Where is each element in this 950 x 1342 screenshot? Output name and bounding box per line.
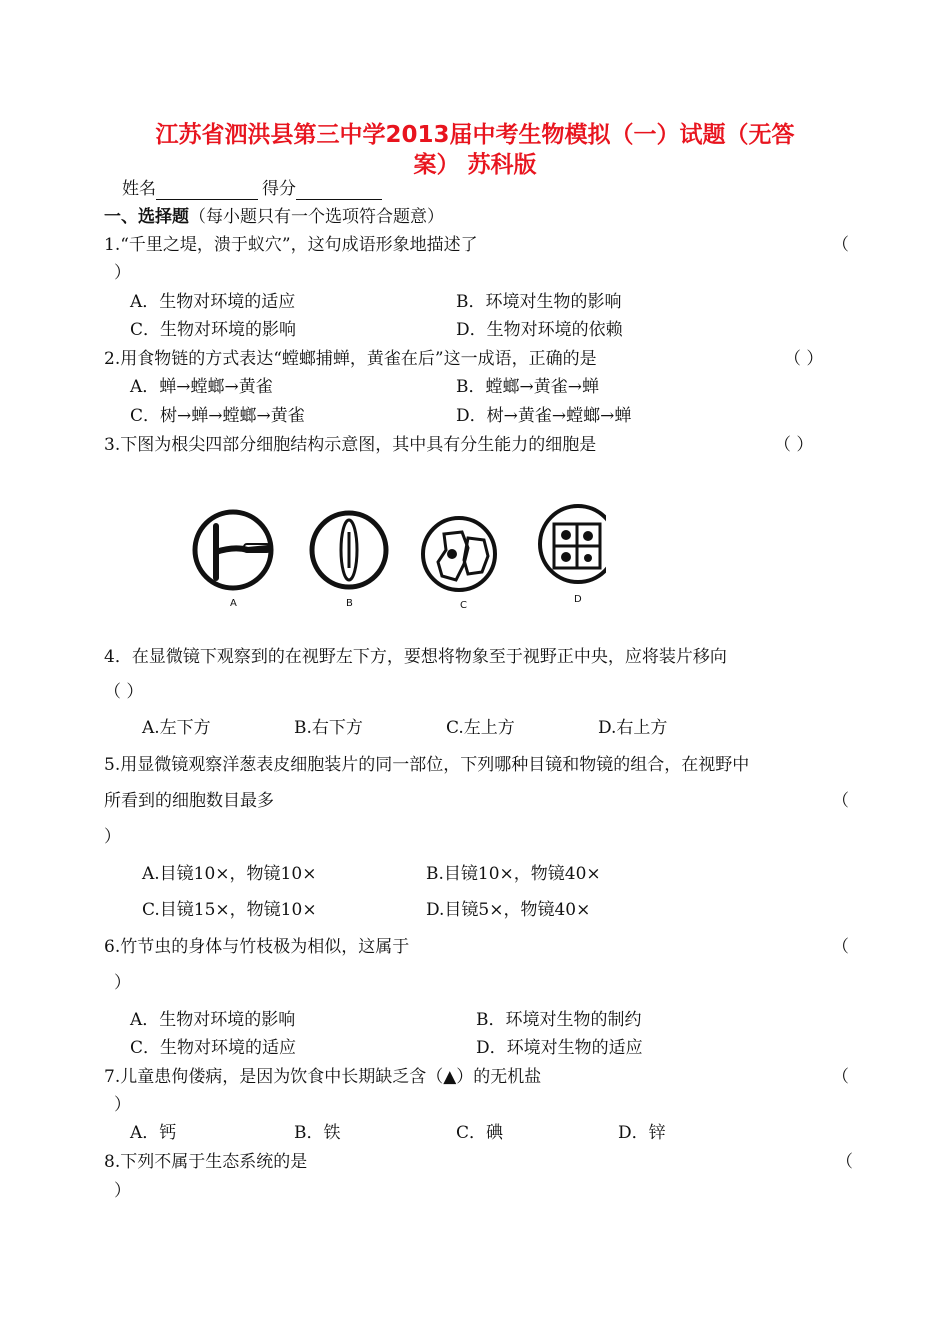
question-6-option-d[interactable]: D．环境对生物的适应 <box>476 1038 643 1058</box>
question-3-paren: （ ） <box>774 435 814 455</box>
score-label: 得分 <box>262 179 296 199</box>
question-4-option-b[interactable]: B.右下方 <box>294 718 363 738</box>
question-4-option-d[interactable]: D.右上方 <box>598 718 668 738</box>
question-6-option-b[interactable]: B．环境对生物的制约 <box>476 1010 642 1030</box>
question-2-paren: （ ） <box>784 349 824 369</box>
question-1-paren-open: （ <box>832 235 849 255</box>
question-2-option-d[interactable]: D．树→黄雀→螳螂→蝉 <box>456 406 632 426</box>
question-1-stem: 1.“千里之堤，溃于蚁穴”，这句成语形象地描述了 <box>104 235 478 255</box>
cell-d-figure <box>540 506 606 582</box>
question-6-option-c[interactable]: C．生物对环境的适应 <box>130 1038 297 1058</box>
question-5-option-a[interactable]: A.目镜10×，物镜10× <box>142 864 317 884</box>
question-5-option-b[interactable]: B.目镜10×，物镜40× <box>426 864 601 884</box>
section-note: （每小题只有一个选项符合题意） <box>189 207 444 227</box>
question-3-stem: 3.下图为根尖四部分细胞结构示意图，其中具有分生能力的细胞是 <box>104 435 597 455</box>
question-4-option-c[interactable]: C.左上方 <box>446 718 515 738</box>
question-7-option-b[interactable]: B．铁 <box>294 1123 341 1143</box>
question-2-stem: 2.用食物链的方式表达“螳螂捕蝉，黄雀在后”这一成语，正确的是 <box>104 349 597 369</box>
section-header <box>104 206 444 228</box>
question-8-paren-close: ） <box>114 1181 131 1201</box>
question-5-option-c[interactable]: C.目镜15×，物镜10× <box>142 900 317 920</box>
exam-title-line2: 案） 苏科版 <box>413 152 537 178</box>
question-1-option-d[interactable]: D．生物对环境的依赖 <box>456 320 623 340</box>
question-5-stem-line1: 5.用显微镜观察洋葱表皮细胞装片的同一部位，下列哪种目镜和物镜的组合，在视野中 <box>104 755 750 775</box>
question-5-stem-line2: 所看到的细胞数目最多 <box>104 791 274 811</box>
name-label: 姓名 <box>122 179 156 199</box>
cell-c-figure <box>423 518 495 590</box>
question-4-option-a[interactable]: A.左下方 <box>142 718 211 738</box>
score-blank[interactable] <box>296 181 382 200</box>
question-5-paren-open: （ <box>832 791 849 811</box>
cell-c-label: C <box>460 600 467 611</box>
question-2-option-b[interactable]: B．螳螂→黄雀→蝉 <box>456 377 599 397</box>
cell-b-figure <box>312 513 386 587</box>
question-6-paren-open: （ <box>832 937 849 957</box>
question-5-paren-close: ） <box>104 827 121 847</box>
root-tip-cells-figure <box>186 504 606 614</box>
cell-a-figure <box>195 512 271 588</box>
question-7-option-d[interactable]: D．锌 <box>618 1123 666 1143</box>
question-8-paren-open: （ <box>836 1152 853 1172</box>
question-7-paren-open: （ <box>832 1067 849 1087</box>
question-7-paren-close: ） <box>114 1095 131 1115</box>
question-7-stem: 7.儿童患佝偻病，是因为饮食中长期缺乏含（▲）的无机盐 <box>104 1067 542 1087</box>
question-1-option-a[interactable]: A．生物对环境的适应 <box>130 292 296 312</box>
question-6-stem: 6.竹节虫的身体与竹枝极为相似，这属于 <box>104 937 410 957</box>
question-1-option-c[interactable]: C．生物对环境的影响 <box>130 320 297 340</box>
question-6-paren-close: ） <box>114 973 131 993</box>
question-7-option-c[interactable]: C．碘 <box>456 1123 504 1143</box>
question-7-option-a[interactable]: A．钙 <box>130 1123 177 1143</box>
cell-d-label: D <box>574 594 582 605</box>
question-2-option-c[interactable]: C．树→蝉→螳螂→黄雀 <box>130 406 305 426</box>
question-5-option-d[interactable]: D.目镜5×，物镜40× <box>426 900 591 920</box>
name-blank[interactable] <box>156 181 258 200</box>
question-4-paren: （ ） <box>104 682 144 702</box>
exam-title-line1: 江苏省泗洪县第三中学2013届中考生物模拟（一）试题（无答 <box>155 122 795 148</box>
question-8-stem: 8.下列不属于生态系统的是 <box>104 1152 308 1172</box>
question-6-option-a[interactable]: A．生物对环境的影响 <box>130 1010 296 1030</box>
question-1-option-b[interactable]: B．环境对生物的影响 <box>456 292 622 312</box>
name-score-row <box>122 178 382 200</box>
question-2-option-a[interactable]: A．蝉→螳螂→黄雀 <box>130 377 273 397</box>
section-heading: 一、选择题 <box>104 207 189 227</box>
cell-b-label: B <box>346 598 353 609</box>
question-4-stem: 4．在显微镜下观察到的在视野左下方，要想将物象至于视野正中央，应将装片移向 <box>104 647 727 667</box>
cell-a-label: A <box>230 598 237 609</box>
question-1-paren-close: ） <box>114 263 131 283</box>
